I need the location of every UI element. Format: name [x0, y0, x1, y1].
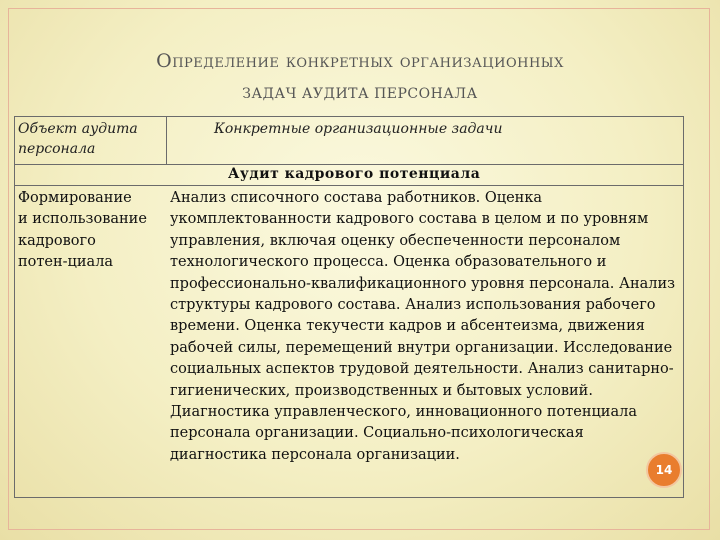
slide-title-line2: ЗАДАЧ АУДИТА ПЕРСОНАЛА [242, 86, 478, 102]
row-object-cell: Формирование и использование кадрового потен-циала [18, 190, 147, 271]
slide-number-badge: 14 [646, 452, 682, 488]
table-column-divider [166, 116, 167, 164]
header-specific-tasks: Конкретные организационные задачи [214, 121, 503, 137]
header-object-of-audit: Объект аудита персонала [18, 121, 138, 157]
row-tasks-cell: Анализ списочного состава работников. Оценка укомплектованности кадрового состава в целом и по уровням управления, включая оценку обеспеченности персоналом технологического процесса. Оценка образовательного и профессионально-квалификационного уровня персонала. Анализ структуры кадрового состава. Анализ использования рабочего времени. Оценка текучести кадров и абсентеизма, движения рабочей силы, перемещений внутри организации. Исследование социальных аспектов трудовой деятельности. Анализ санитарно-гигиенических, производственных и бытовых условий. Диагностика управленческого, инновационного потенциала персонала организации. Социально-психологическая диагностика персонала организации. [170, 190, 676, 463]
slide-title-line1: Определение конкретных организационных [156, 50, 564, 72]
subheader-potential-audit: Аудит кадрового потенциала [228, 166, 481, 182]
